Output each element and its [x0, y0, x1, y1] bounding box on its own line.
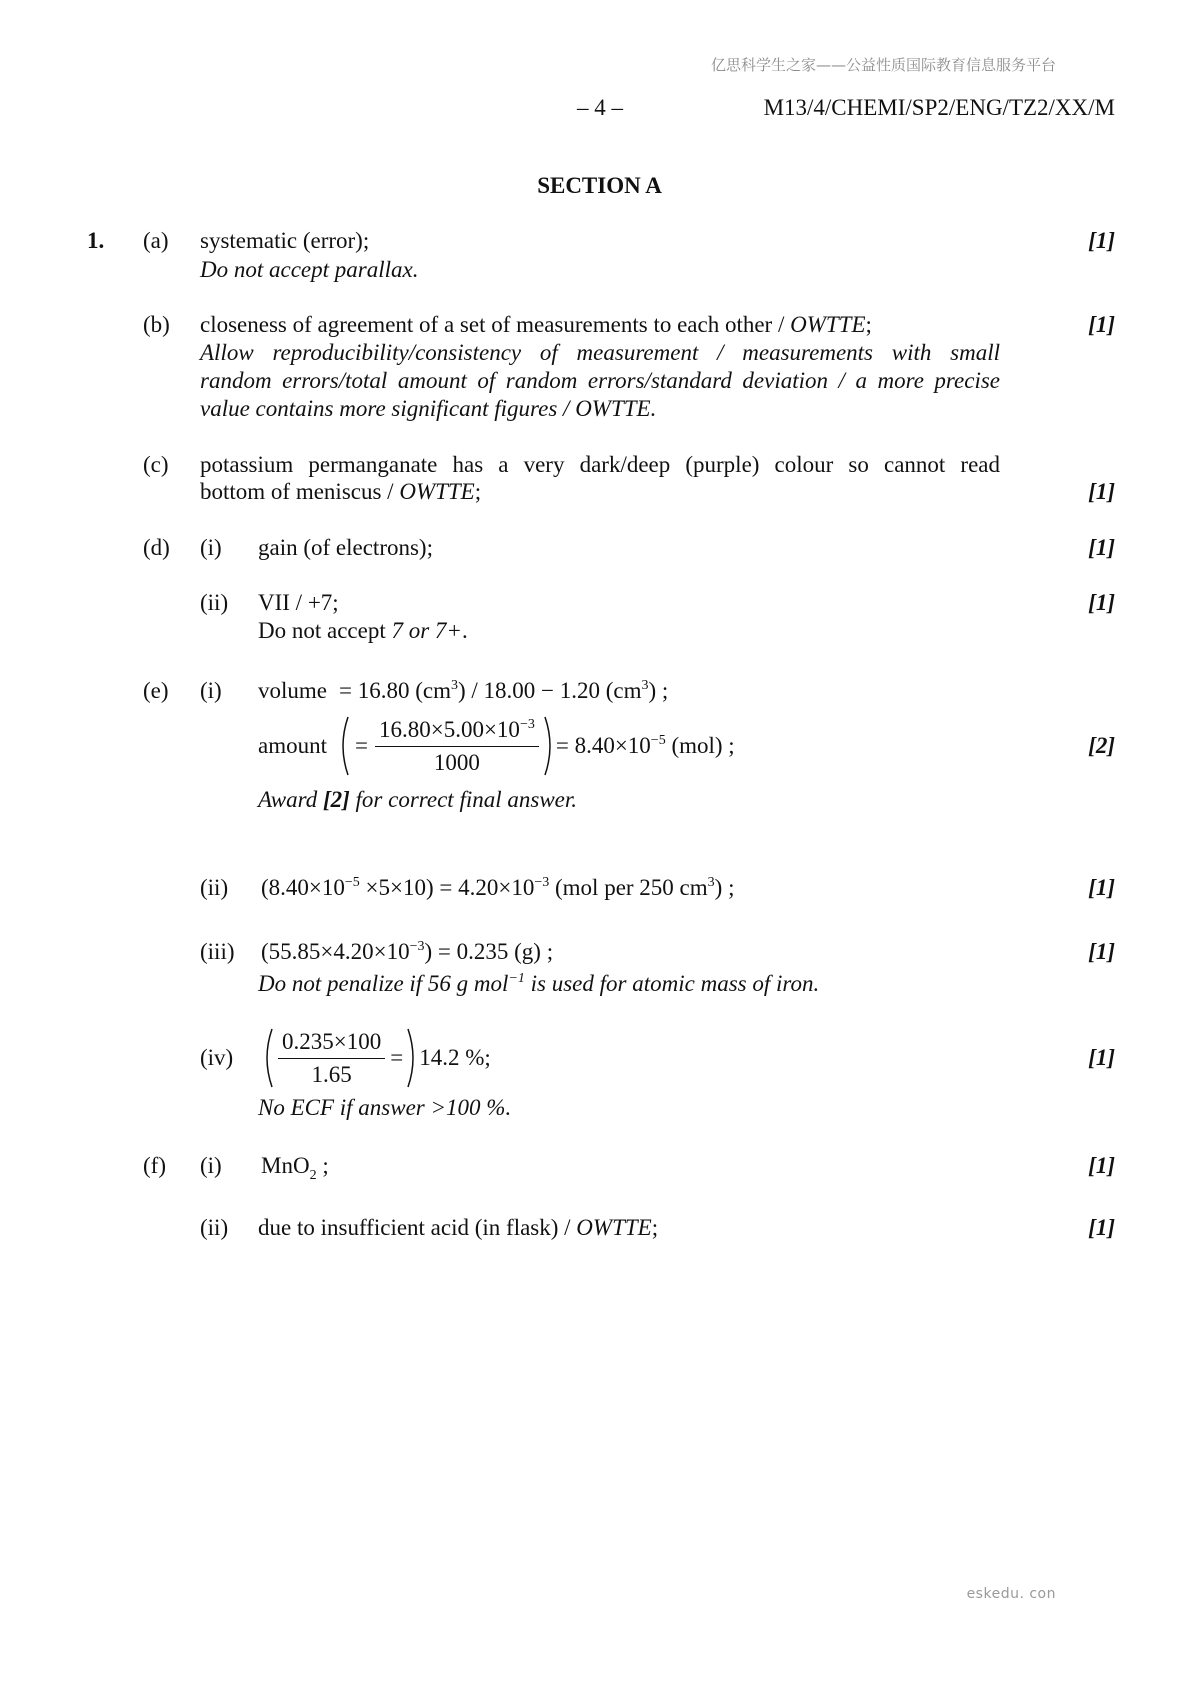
section-title: SECTION A: [537, 173, 662, 198]
amount-fraction: [375, 716, 539, 777]
part-d-i-mark: [1]: [1088, 535, 1115, 560]
f-i-formula: MnO: [261, 1153, 310, 1178]
amount-result-unit: (mol) ;: [665, 733, 735, 758]
part-b-label: (b): [143, 312, 170, 337]
part-e-i-note-mark: [2]: [322, 787, 350, 812]
part-c-mark: [1]: [1088, 479, 1115, 504]
volume-expr-sup-2: 3: [641, 678, 649, 693]
part-d-ii-note-italic: 7 or 7+: [391, 618, 462, 643]
part-e-iv-mark: [1]: [1088, 1045, 1115, 1070]
left-parenthesis: [261, 1027, 275, 1089]
part-a-mark: [1]: [1088, 228, 1115, 253]
percentage-end: ;: [484, 1045, 491, 1070]
part-e-i-note-2: for correct final answer.: [349, 787, 578, 812]
part-e-ii-expr: [261, 874, 734, 902]
footer-text: eskedu. con: [966, 1586, 1056, 1602]
volume-expr-sup-1: 3: [450, 678, 458, 693]
amount-result: [556, 732, 735, 760]
part-c-answer-owtte: OWTTE: [399, 479, 475, 504]
e-ii-expr-sup-2: −3: [534, 875, 550, 890]
part-d-ii-mark: [1]: [1088, 590, 1115, 615]
part-e-i-amount-line: [258, 714, 735, 778]
part-b-note-line-1: Allow reproducibility/consistency of measurement / measurements with small: [200, 340, 1000, 365]
amount-result-exponent: −5: [650, 733, 666, 748]
volume-expr-3: ) ;: [648, 678, 669, 703]
percentage-numerator: 0.235×100: [278, 1028, 385, 1059]
amount-numerator: [375, 716, 539, 747]
part-e-i-note: [258, 786, 577, 814]
part-b-note-line-3: value contains more significant figures / OWTTE.: [200, 396, 657, 421]
part-d-ii-note-end: .: [461, 618, 468, 643]
document-code: M13/4/CHEMI/SP2/ENG/TZ2/XX/M: [763, 95, 1115, 120]
part-b-answer: [200, 311, 872, 339]
part-d-ii-note-text: Do not accept: [258, 618, 392, 643]
f-ii-answer-text: due to insufficient acid (in flask) /: [258, 1215, 577, 1240]
e-iii-note-2: is used for atomic mass of iron.: [524, 971, 820, 996]
part-f-i-label: (i): [200, 1153, 222, 1178]
e-iii-expr-2: ) = 0.235 (g) ;: [424, 939, 554, 964]
part-e-label: (e): [143, 678, 169, 703]
e-ii-expr-sup-1: −5: [344, 875, 360, 890]
e-iii-expr-1: (55.85×4.20×10: [261, 939, 410, 964]
amount-result-text: = 8.40×10: [555, 733, 651, 758]
part-e-iii-label: (iii): [200, 939, 235, 964]
e-ii-expr-4: ) ;: [714, 875, 735, 900]
part-d-i-label: (i): [200, 535, 222, 560]
part-d-ii-answer: VII / +7;: [258, 590, 339, 615]
f-i-formula-end: ;: [316, 1153, 329, 1178]
part-f-label: (f): [143, 1153, 166, 1178]
part-e-ii-label: (ii): [200, 875, 229, 900]
part-e-iv-expr: [261, 1026, 491, 1090]
part-b-mark: [1]: [1088, 312, 1115, 337]
amount-numerator-text: 16.80×5.00×10: [378, 716, 520, 742]
e-ii-expr-sup-3: 3: [707, 875, 715, 890]
part-c-answer-end: ;: [474, 479, 482, 504]
part-b-answer-text: closeness of agreement of a set of measurements to each other /: [200, 312, 791, 337]
part-b-answer-owtte: OWTTE: [790, 312, 866, 337]
part-e-i-label: (i): [200, 678, 222, 703]
part-b-note-line-2: random errors/total amount of random errors/standard deviation / a more precise: [200, 368, 1000, 393]
part-e-i-volume-line: [258, 677, 668, 705]
f-ii-answer-end: ;: [651, 1215, 659, 1240]
part-b-answer-end: ;: [865, 312, 872, 337]
percentage-denominator: 1.65: [311, 1061, 352, 1087]
part-d-label: (d): [143, 535, 170, 560]
part-d-ii-note: [258, 617, 468, 645]
part-a-label: (a): [143, 228, 169, 253]
question-number: 1.: [87, 228, 105, 253]
amount-denominator: 1000: [433, 749, 480, 775]
page-number: – 4 –: [577, 95, 623, 120]
amount-equals: =: [355, 733, 368, 758]
part-e-i-note-1: Award: [258, 787, 323, 812]
left-parenthesis: [337, 715, 351, 777]
right-parenthesis: [405, 1027, 419, 1089]
volume-expr-1: = 16.80 (cm: [339, 678, 451, 703]
amount-word: amount: [258, 733, 327, 758]
f-i-formula-subscript: 2: [309, 1168, 317, 1183]
right-parenthesis: [542, 715, 556, 777]
part-f-ii-mark: [1]: [1088, 1215, 1115, 1240]
e-ii-expr-2: ×5×10) = 4.20×10: [359, 875, 535, 900]
part-f-ii-answer: [258, 1214, 658, 1242]
part-c-label: (c): [143, 452, 169, 477]
part-e-i-mark: [2]: [1088, 733, 1115, 758]
part-e-iv-note: No ECF if answer >100 %.: [258, 1095, 512, 1120]
watermark-text: 亿思科学生之家——公益性质国际教育信息服务平台: [710, 56, 1056, 74]
e-ii-expr-3: (mol per 250 cm: [549, 875, 708, 900]
percentage-fraction: [278, 1028, 385, 1089]
e-iii-note-1: Do not penalize if 56 g mol: [258, 971, 509, 996]
part-c-answer-line-2: [200, 478, 481, 506]
part-e-iii-expr: [261, 938, 553, 966]
e-ii-expr-1: (8.40×10: [261, 875, 345, 900]
e-iii-note-sup: −1: [508, 971, 525, 986]
part-d-ii-label: (ii): [200, 590, 229, 615]
amount-numerator-exponent: −3: [519, 716, 535, 732]
part-e-iii-mark: [1]: [1088, 939, 1115, 964]
f-ii-answer-owtte: OWTTE: [576, 1215, 652, 1240]
percentage-result: 14.2 %: [419, 1045, 485, 1070]
volume-word: volume: [258, 678, 327, 703]
e-iii-expr-sup: −3: [409, 939, 425, 954]
part-f-i-expr: [261, 1152, 329, 1183]
part-e-iii-note: [258, 970, 819, 998]
part-f-i-mark: [1]: [1088, 1153, 1115, 1178]
part-a-note: Do not accept parallax.: [200, 257, 419, 282]
volume-expr-2: ) / 18.00 − 1.20 (cm: [457, 678, 642, 703]
part-e-iv-label: (iv): [200, 1045, 234, 1070]
part-c-answer-line-1: potassium permanganate has a very dark/deep (purple) colour so cannot read: [200, 452, 1000, 477]
percentage-equals: =: [390, 1045, 404, 1070]
part-c-answer-text: bottom of meniscus /: [200, 479, 400, 504]
part-e-ii-mark: [1]: [1088, 875, 1115, 900]
part-d-i-answer: gain (of electrons);: [258, 535, 433, 560]
part-a-answer: systematic (error);: [200, 228, 370, 253]
part-f-ii-label: (ii): [200, 1215, 229, 1240]
